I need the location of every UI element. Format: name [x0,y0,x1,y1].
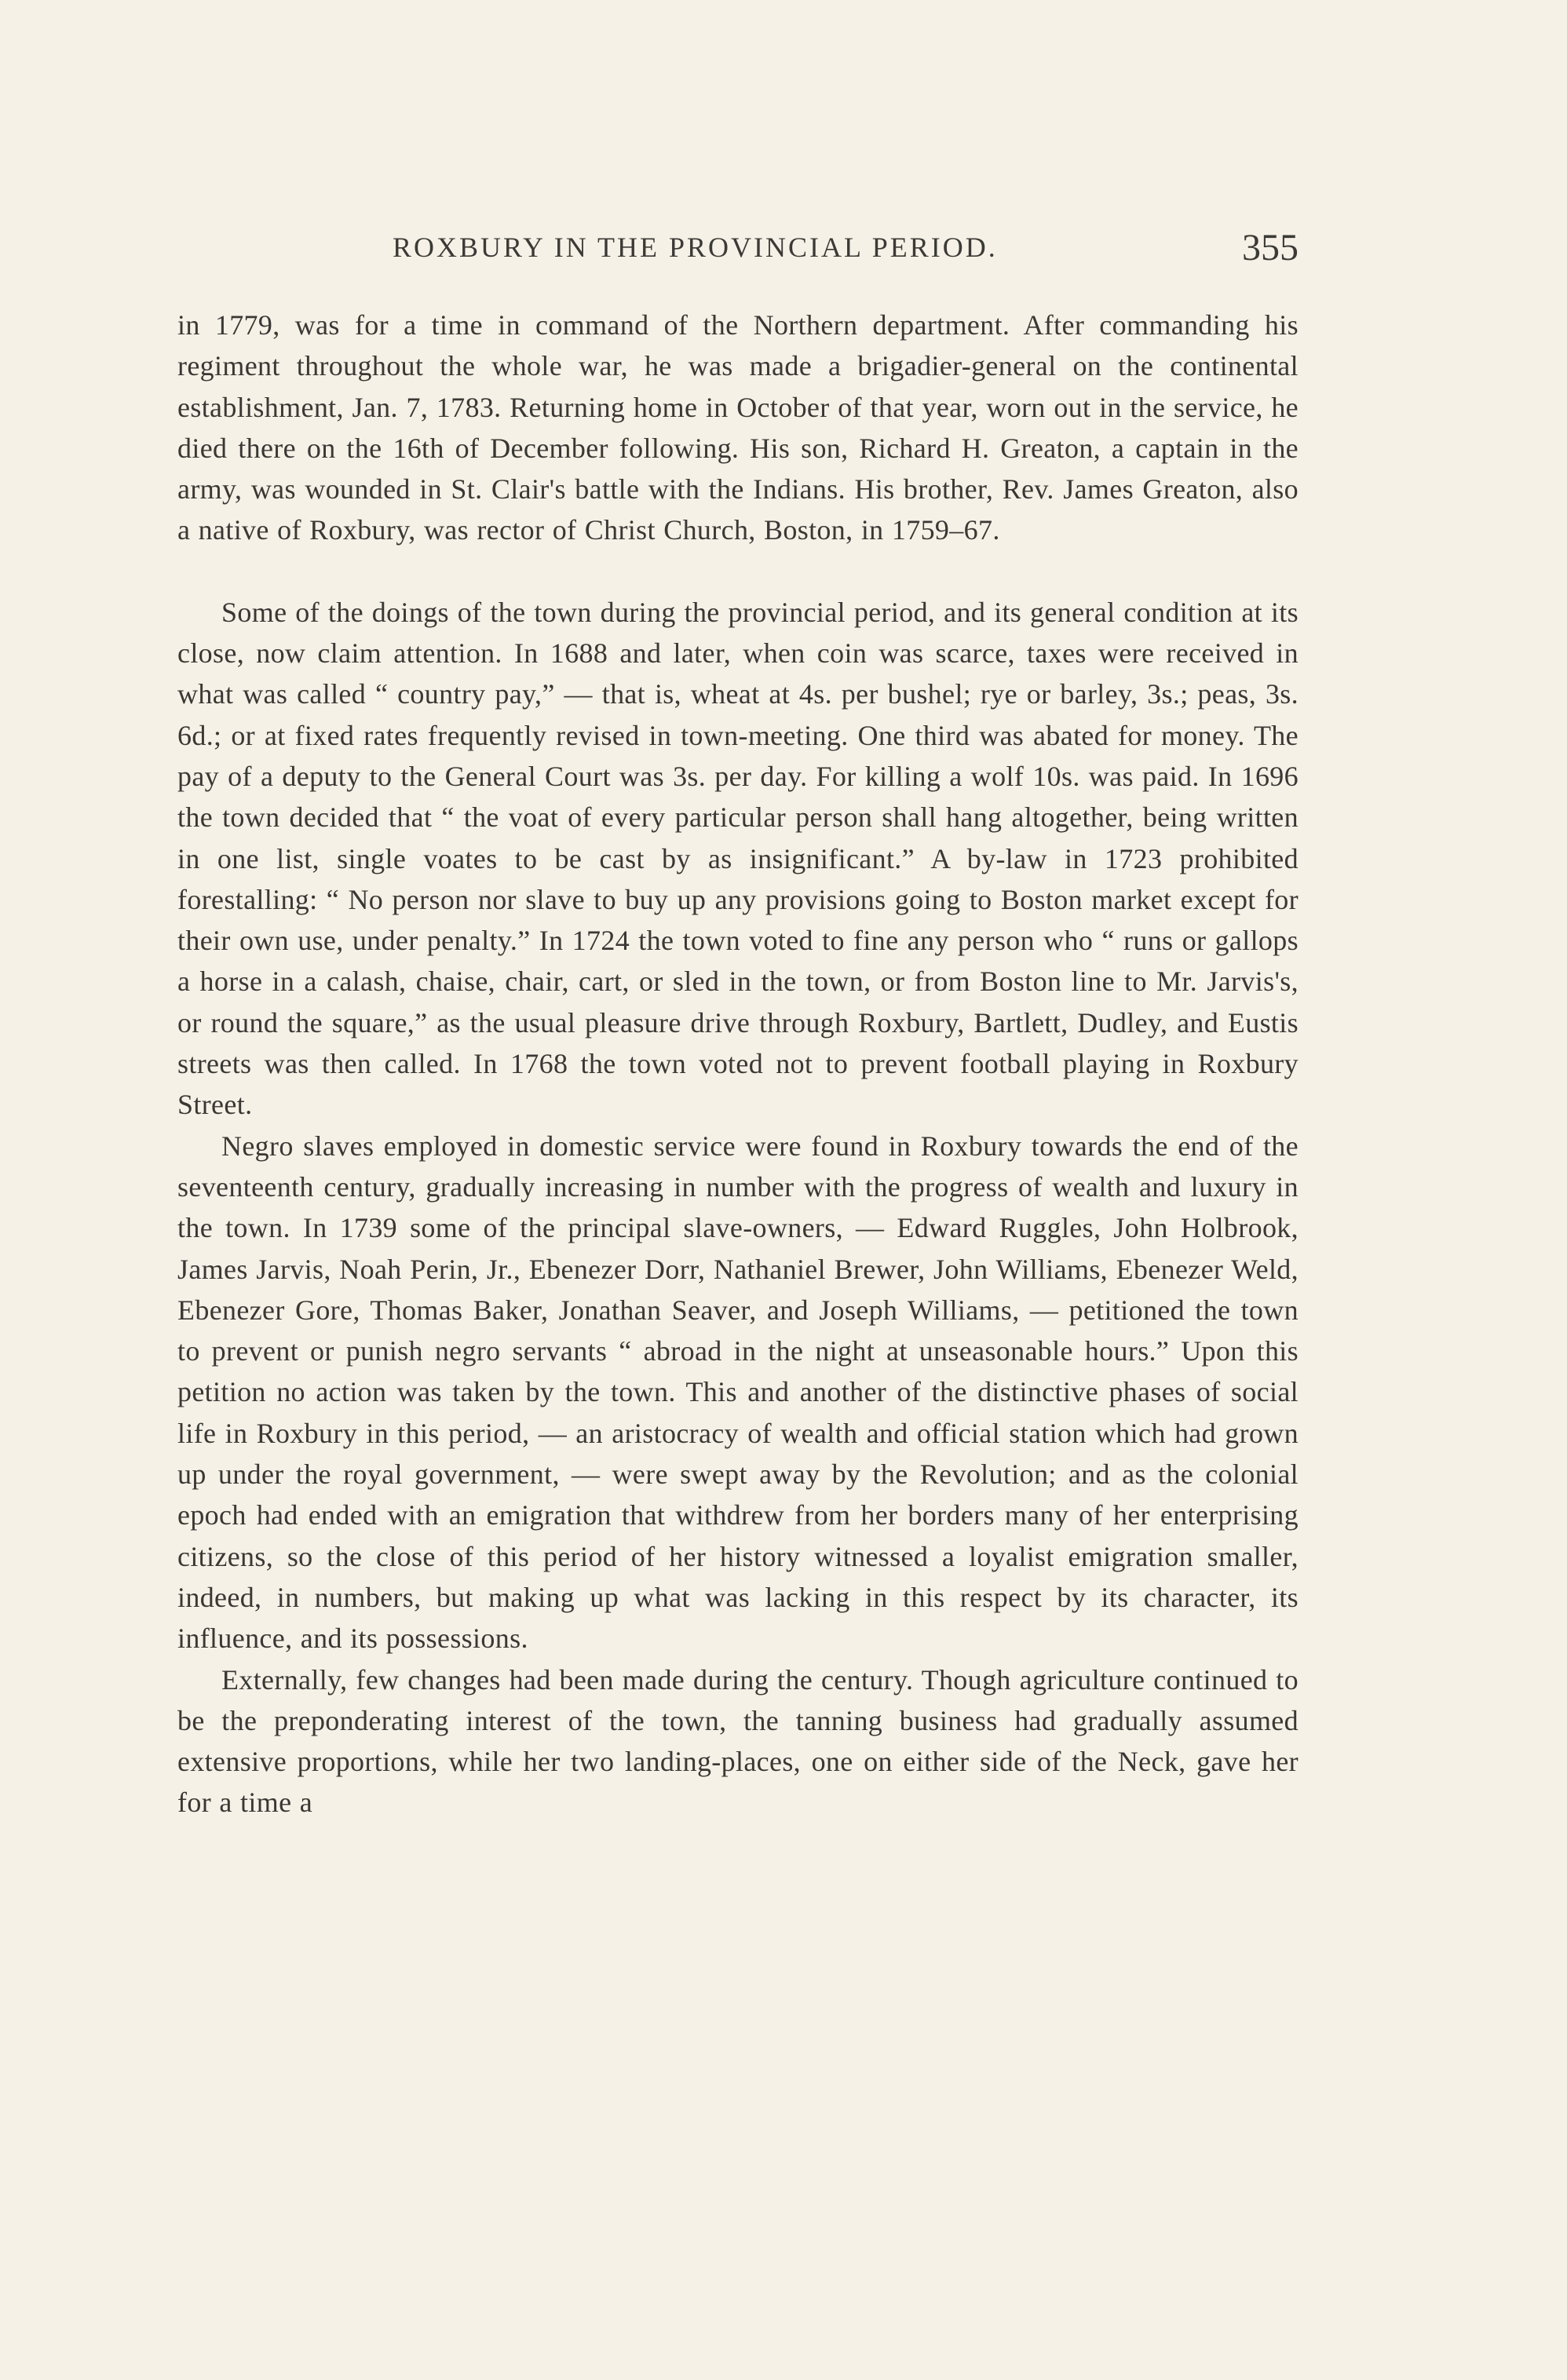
paragraph-town-doings: Some of the doings of the town during the provincial period, and its general condition at its close, now claim attention. In 1688 and later, when coin was scarce, taxes were received in what was called “ country pay,” — that is, wheat at 4s. per bushel; rye or barley, 3s.; peas, 3s. 6d.; or at fixed rates frequently revised in town-meeting. One third was abated for money. The pay of a deputy to the General Court was 3s. per day. For killing a wolf 10s. was paid. In 1696 the town decided that “ the voat of every particular person shall hang altogether, being written in one list, single voates to be cast by as insignificant.” A by-law in 1723 prohibited forestalling: “ No person nor slave to buy up any provisions going to Boston market except for their own use, under penalty.” In 1724 the town voted to fine any person who “ runs or gallops a horse in a calash, chaise, chair, cart, or sled in the town, or from Boston line to Mr. Jarvis's, or round the square,” as the usual pleasure drive through Roxbury, Bartlett, Dudley, and Eustis streets was then called. In 1768 the town voted not to prevent football playing in Roxbury Street. [177,596,1299,1121]
page-header [174,226,1299,276]
body-text [177,305,1299,1823]
running-head: ROXBURY IN THE PROVINCIAL PERIOD. [393,232,998,263]
paragraph-negro-slaves: Negro slaves employed in domestic service were found in Roxbury towards the end of the seventeenth century, gradually increasing in number with the progress of wealth and luxury in the town. In 1739 some of the principal slave-owners, — Edward Ruggles, John Holbrook, James Jarvis, Noah Perin, Jr., Ebenezer Dorr, Nathaniel Brewer, John Williams, Ebenezer Weld, Ebenezer Gore, Thomas Baker, Jonathan Seaver, and Joseph Williams, — petitioned the town to prevent or punish negro servants “ abroad in the night at unseasonable hours.” Upon this petition no action was taken by the town. This and another of the distinctive phases of social life in Roxbury in this period, — an aristocracy of wealth and official station which had grown up under the royal government, — were swept away by the Revolution; and as the colonial epoch had ended with an emigration that withdrew from her borders many of her enterprising citizens, so the close of this period of her history witnessed a loyalist emigration smaller, indeed, in numbers, but making up what was lacking in this respect by its character, its influence, and its possessions. [177,1130,1299,1655]
paragraph-external-changes: Externally, few changes had been made during the century. Though agriculture continued to be the preponderating interest of the town, the tanning business had gradually assumed extensive proportions, while her two landing-places, one on either side of the Neck, gave her for a time a [177,1663,1299,1819]
page-number: 355 [1242,227,1299,268]
paragraph-continuation: in 1779, was for a time in command of the Northern department. After commanding his regiment throughout the whole war, he was made a brigadier-general on the continental establishment, Jan. 7, 1783. Returning home in October of that year, worn out in the service, he died there on the 16th of December following. His son, Richard H. Greaton, a captain in the army, was wounded in St. Clair's battle with the Indians. His brother, Rev. James Greaton, also a native of Roxbury, was rector of Christ Church, Boston, in 1759–67. [177,309,1299,546]
